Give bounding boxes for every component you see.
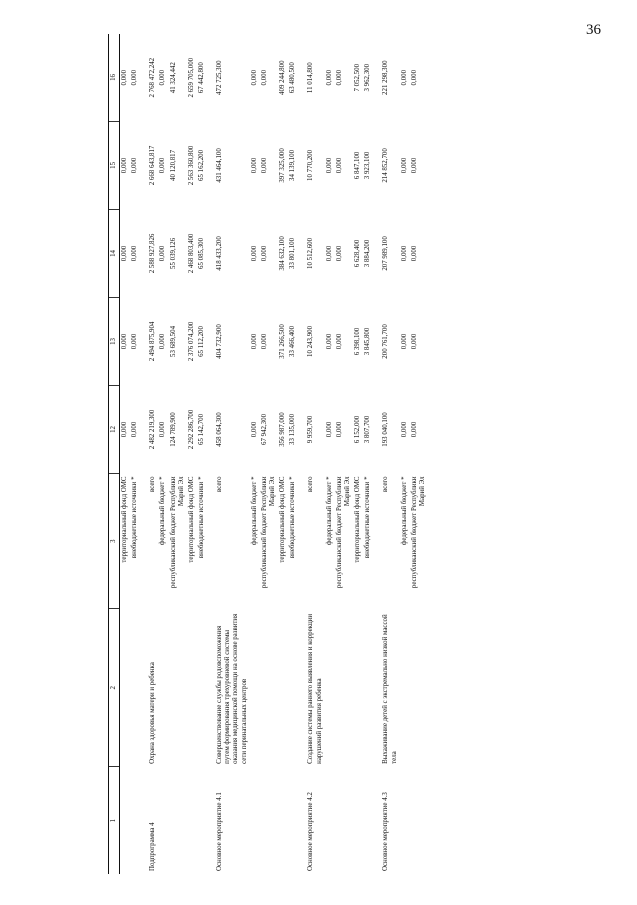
activity-cell (169, 767, 187, 874)
value-cell: 3 962,300 (364, 63, 372, 92)
value-cell: 0,000 (410, 421, 418, 438)
value-cell: 0,000 (325, 157, 333, 174)
funding-source-cell: республиканский бюджет Республики Марий Эл (260, 476, 276, 589)
funding-source-cell: всего (307, 476, 315, 492)
value-cell: 2 482 219,300 (149, 409, 157, 450)
value-cell: 0,000 (121, 69, 128, 86)
value-cell: 0,000 (260, 69, 268, 86)
value-cell: 397 325,000 (279, 148, 287, 183)
value-cell: 0,000 (410, 333, 418, 350)
funding-source-cell: федеральный бюджет * (400, 476, 408, 546)
value-cell: 0,000 (410, 69, 418, 86)
value-cell: 0,000 (335, 333, 343, 350)
value-cell: 0,000 (159, 333, 167, 350)
funding-source-cell: территориальный фонд ОМС (187, 476, 195, 563)
value-cell: 33 466,400 (289, 325, 297, 357)
value-cell: 0,000 (325, 421, 333, 438)
value-cell: 221 298,300 (382, 60, 390, 95)
header-cell: 15 (109, 121, 120, 209)
value-cell: 0,000 (159, 245, 167, 262)
activity-cell (353, 767, 363, 874)
value-cell: 6 152,000 (354, 415, 362, 444)
table-row (353, 34, 363, 874)
table-row (260, 34, 278, 874)
description-cell (250, 609, 260, 767)
value-cell: 0,000 (400, 421, 408, 438)
value-cell: 409 244,800 (279, 60, 287, 95)
activity-cell (187, 767, 197, 874)
value-cell: 2 588 927,826 (149, 233, 157, 274)
value-cell: 33 801,100 (289, 237, 297, 269)
description-cell (288, 609, 298, 767)
header-cell: 3 (109, 473, 120, 608)
description-cell (278, 609, 288, 767)
value-cell: 472 725,300 (216, 60, 224, 95)
description-cell: Создание системы раннего выявления и коррекции нарушений развития ребенка (307, 613, 323, 764)
value-cell: 6 628,400 (354, 239, 362, 268)
value-cell: 0,000 (159, 157, 167, 174)
value-cell: 0,000 (121, 245, 128, 262)
description-cell (400, 609, 410, 767)
value-cell: 34 139,100 (289, 149, 297, 181)
table-row (363, 34, 373, 874)
value-cell: 65 162,200 (197, 149, 205, 181)
table-row (410, 34, 428, 874)
description-cell (158, 609, 168, 767)
activity-cell: Основное мероприятие 4.1 (216, 792, 224, 871)
value-cell: 3 884,200 (364, 239, 372, 268)
value-cell: 67 442,800 (197, 62, 205, 94)
description-cell (260, 609, 278, 767)
value-cell: 214 852,700 (382, 148, 390, 183)
header-cell: 14 (109, 209, 120, 297)
value-cell: 124 789,900 (169, 412, 177, 447)
description-cell: Совершенствование службы родовспоможения путем формирования трехуровневой системы оказания медицинской помощи на основе развития сети перинатальных центров (216, 613, 248, 764)
value-cell: 65 142,700 (197, 413, 205, 445)
value-cell: 3 807,700 (364, 415, 372, 444)
header-cell: 12 (109, 385, 120, 473)
value-cell: 0,000 (400, 245, 408, 262)
value-cell: 0,000 (159, 421, 167, 438)
description-cell (335, 609, 353, 767)
value-cell: 2 668 643,817 (149, 145, 157, 186)
activity-cell (400, 767, 410, 874)
table-row (335, 34, 353, 874)
description-cell (120, 609, 131, 767)
value-cell: 0,000 (250, 245, 258, 262)
value-cell: 0,000 (400, 157, 408, 174)
funding-source-cell: федеральный бюджет * (159, 476, 167, 546)
activity-cell (197, 767, 207, 874)
table-row (169, 34, 187, 874)
activity-cell (363, 767, 373, 874)
table-row (207, 34, 250, 874)
value-cell: 0,000 (131, 245, 139, 262)
value-cell: 0,000 (410, 157, 418, 174)
funding-source-cell: республиканский бюджет Республики Марий Эл (410, 476, 426, 589)
value-cell: 0,000 (250, 333, 258, 350)
value-cell: 3 845,800 (364, 327, 372, 356)
funding-source-cell: территориальный фонд ОМС (121, 476, 128, 563)
funding-source-cell: внебюджетные источники * (131, 476, 139, 559)
funding-source-cell: всего (149, 476, 157, 492)
value-cell: 0,000 (325, 333, 333, 350)
activity-cell (335, 767, 353, 874)
value-cell: 0,000 (410, 245, 418, 262)
value-cell: 0,000 (335, 69, 343, 86)
activity-cell (250, 767, 260, 874)
description-cell (169, 609, 187, 767)
table-row (288, 34, 298, 874)
activity-cell (278, 767, 288, 874)
value-cell: 200 761,700 (382, 324, 390, 359)
table-row (250, 34, 260, 874)
value-cell: 0,000 (121, 333, 128, 350)
value-cell: 0,000 (260, 245, 268, 262)
value-cell: 0,000 (400, 333, 408, 350)
budget-table (108, 34, 428, 874)
activity-cell: Основное мероприятие 4.3 (382, 792, 390, 871)
value-cell: 0,000 (121, 157, 128, 174)
value-cell: 10 243,900 (307, 325, 315, 357)
funding-source-cell: республиканский бюджет Республики Марий Эл (335, 476, 351, 589)
table-body (120, 34, 429, 874)
description-cell (130, 609, 140, 767)
value-cell: 65 085,300 (197, 237, 205, 269)
value-cell: 2 659 705,000 (187, 57, 195, 98)
activity-cell (288, 767, 298, 874)
activity-cell (130, 767, 140, 874)
value-cell: 6 398,100 (354, 327, 362, 356)
table-row (158, 34, 168, 874)
value-cell: 11 014,800 (307, 62, 315, 94)
value-cell: 0,000 (260, 333, 268, 350)
table-row (187, 34, 197, 874)
value-cell: 384 632,100 (279, 236, 287, 271)
activity-cell (120, 767, 131, 874)
value-cell: 0,000 (131, 333, 139, 350)
description-cell (353, 609, 363, 767)
funding-source-cell: территориальный фонд ОМС (354, 476, 362, 563)
rotated-table-container (108, 34, 630, 874)
description-cell: Охрана здоровья матери и ребенка (149, 662, 157, 764)
value-cell: 404 732,900 (216, 324, 224, 359)
value-cell: 0,000 (335, 157, 343, 174)
value-cell: 2 468 803,400 (187, 233, 195, 274)
funding-source-cell: внебюджетные источники * (364, 476, 372, 559)
value-cell: 7 052,500 (354, 63, 362, 92)
header-cell: 1 (109, 767, 120, 874)
activity-cell: Основное мероприятие 4.2 (307, 792, 315, 871)
value-cell: 67 942,300 (260, 413, 268, 445)
value-cell: 193 040,100 (382, 412, 390, 447)
value-cell: 2 292 286,700 (187, 409, 195, 450)
value-cell: 63 480,500 (289, 62, 297, 94)
value-cell: 458 064,300 (216, 412, 224, 447)
table-row (298, 34, 324, 874)
funding-source-cell: внебюджетные источники * (197, 476, 205, 559)
table-row (373, 34, 399, 874)
table-row (120, 34, 131, 874)
value-cell: 2 376 074,200 (187, 321, 195, 362)
value-cell: 0,000 (121, 421, 128, 438)
value-cell: 0,000 (335, 421, 343, 438)
value-cell: 0,000 (250, 69, 258, 86)
value-cell: 0,000 (335, 245, 343, 262)
funding-source-cell: федеральный бюджет * (250, 476, 258, 546)
value-cell: 6 847,100 (354, 151, 362, 180)
value-cell: 207 989,100 (382, 236, 390, 271)
description-cell (197, 609, 207, 767)
value-cell: 2 494 875,904 (149, 321, 157, 362)
value-cell: 0,000 (159, 69, 167, 86)
table-row (400, 34, 410, 874)
value-cell: 10 512,600 (307, 237, 315, 269)
value-cell: 0,000 (325, 245, 333, 262)
funding-source-cell: всего (216, 476, 224, 492)
funding-source-cell: территориальный фонд ОМС (279, 476, 287, 563)
table-row (197, 34, 207, 874)
value-cell: 0,000 (260, 157, 268, 174)
value-cell: 65 112,200 (197, 326, 205, 357)
table-header-row (109, 34, 120, 874)
value-cell: 371 266,500 (279, 324, 287, 359)
activity-cell (158, 767, 168, 874)
description-cell (363, 609, 373, 767)
value-cell: 0,000 (131, 421, 139, 438)
value-cell: 418 433,200 (216, 236, 224, 271)
table-row (130, 34, 140, 874)
table-row (325, 34, 335, 874)
funding-source-cell: внебюджетные источники * (289, 476, 297, 559)
value-cell: 10 770,200 (307, 149, 315, 181)
activity-cell (325, 767, 335, 874)
table-row (278, 34, 288, 874)
activity-cell (260, 767, 278, 874)
value-cell: 41 324,442 (169, 62, 177, 94)
description-cell (325, 609, 335, 767)
value-cell: 2 768 472,242 (149, 57, 157, 98)
header-cell: 16 (109, 34, 120, 121)
header-cell: 2 (109, 609, 120, 767)
description-cell: Выхаживание детей с экстремально низкой массой тела (382, 614, 398, 764)
funding-source-cell: всего (382, 476, 390, 492)
header-cell: 13 (109, 297, 120, 385)
funding-source-cell: федеральный бюджет * (325, 476, 333, 546)
value-cell: 0,000 (131, 69, 139, 86)
value-cell: 55 039,126 (169, 237, 177, 269)
value-cell: 40 120,817 (169, 149, 177, 181)
value-cell: 33 135,000 (289, 413, 297, 445)
funding-source-cell: республиканский бюджет Республики Марий Эл (169, 476, 185, 589)
description-cell (187, 609, 197, 767)
value-cell: 53 689,504 (169, 325, 177, 357)
activity-cell (410, 767, 428, 874)
value-cell: 2 563 360,800 (187, 145, 195, 186)
value-cell: 0,000 (250, 157, 258, 174)
value-cell: 3 923,100 (364, 151, 372, 180)
page-number: 36 (586, 22, 601, 38)
value-cell: 431 464,100 (216, 148, 224, 183)
value-cell: 0,000 (400, 69, 408, 86)
table-row (140, 34, 158, 874)
value-cell: 0,000 (250, 421, 258, 438)
value-cell: 0,000 (131, 157, 139, 174)
value-cell: 356 987,000 (279, 412, 287, 447)
value-cell: 0,000 (325, 69, 333, 86)
value-cell: 9 959,700 (307, 415, 315, 444)
description-cell (410, 609, 428, 767)
activity-cell: Подпрограмма 4 (149, 822, 157, 871)
